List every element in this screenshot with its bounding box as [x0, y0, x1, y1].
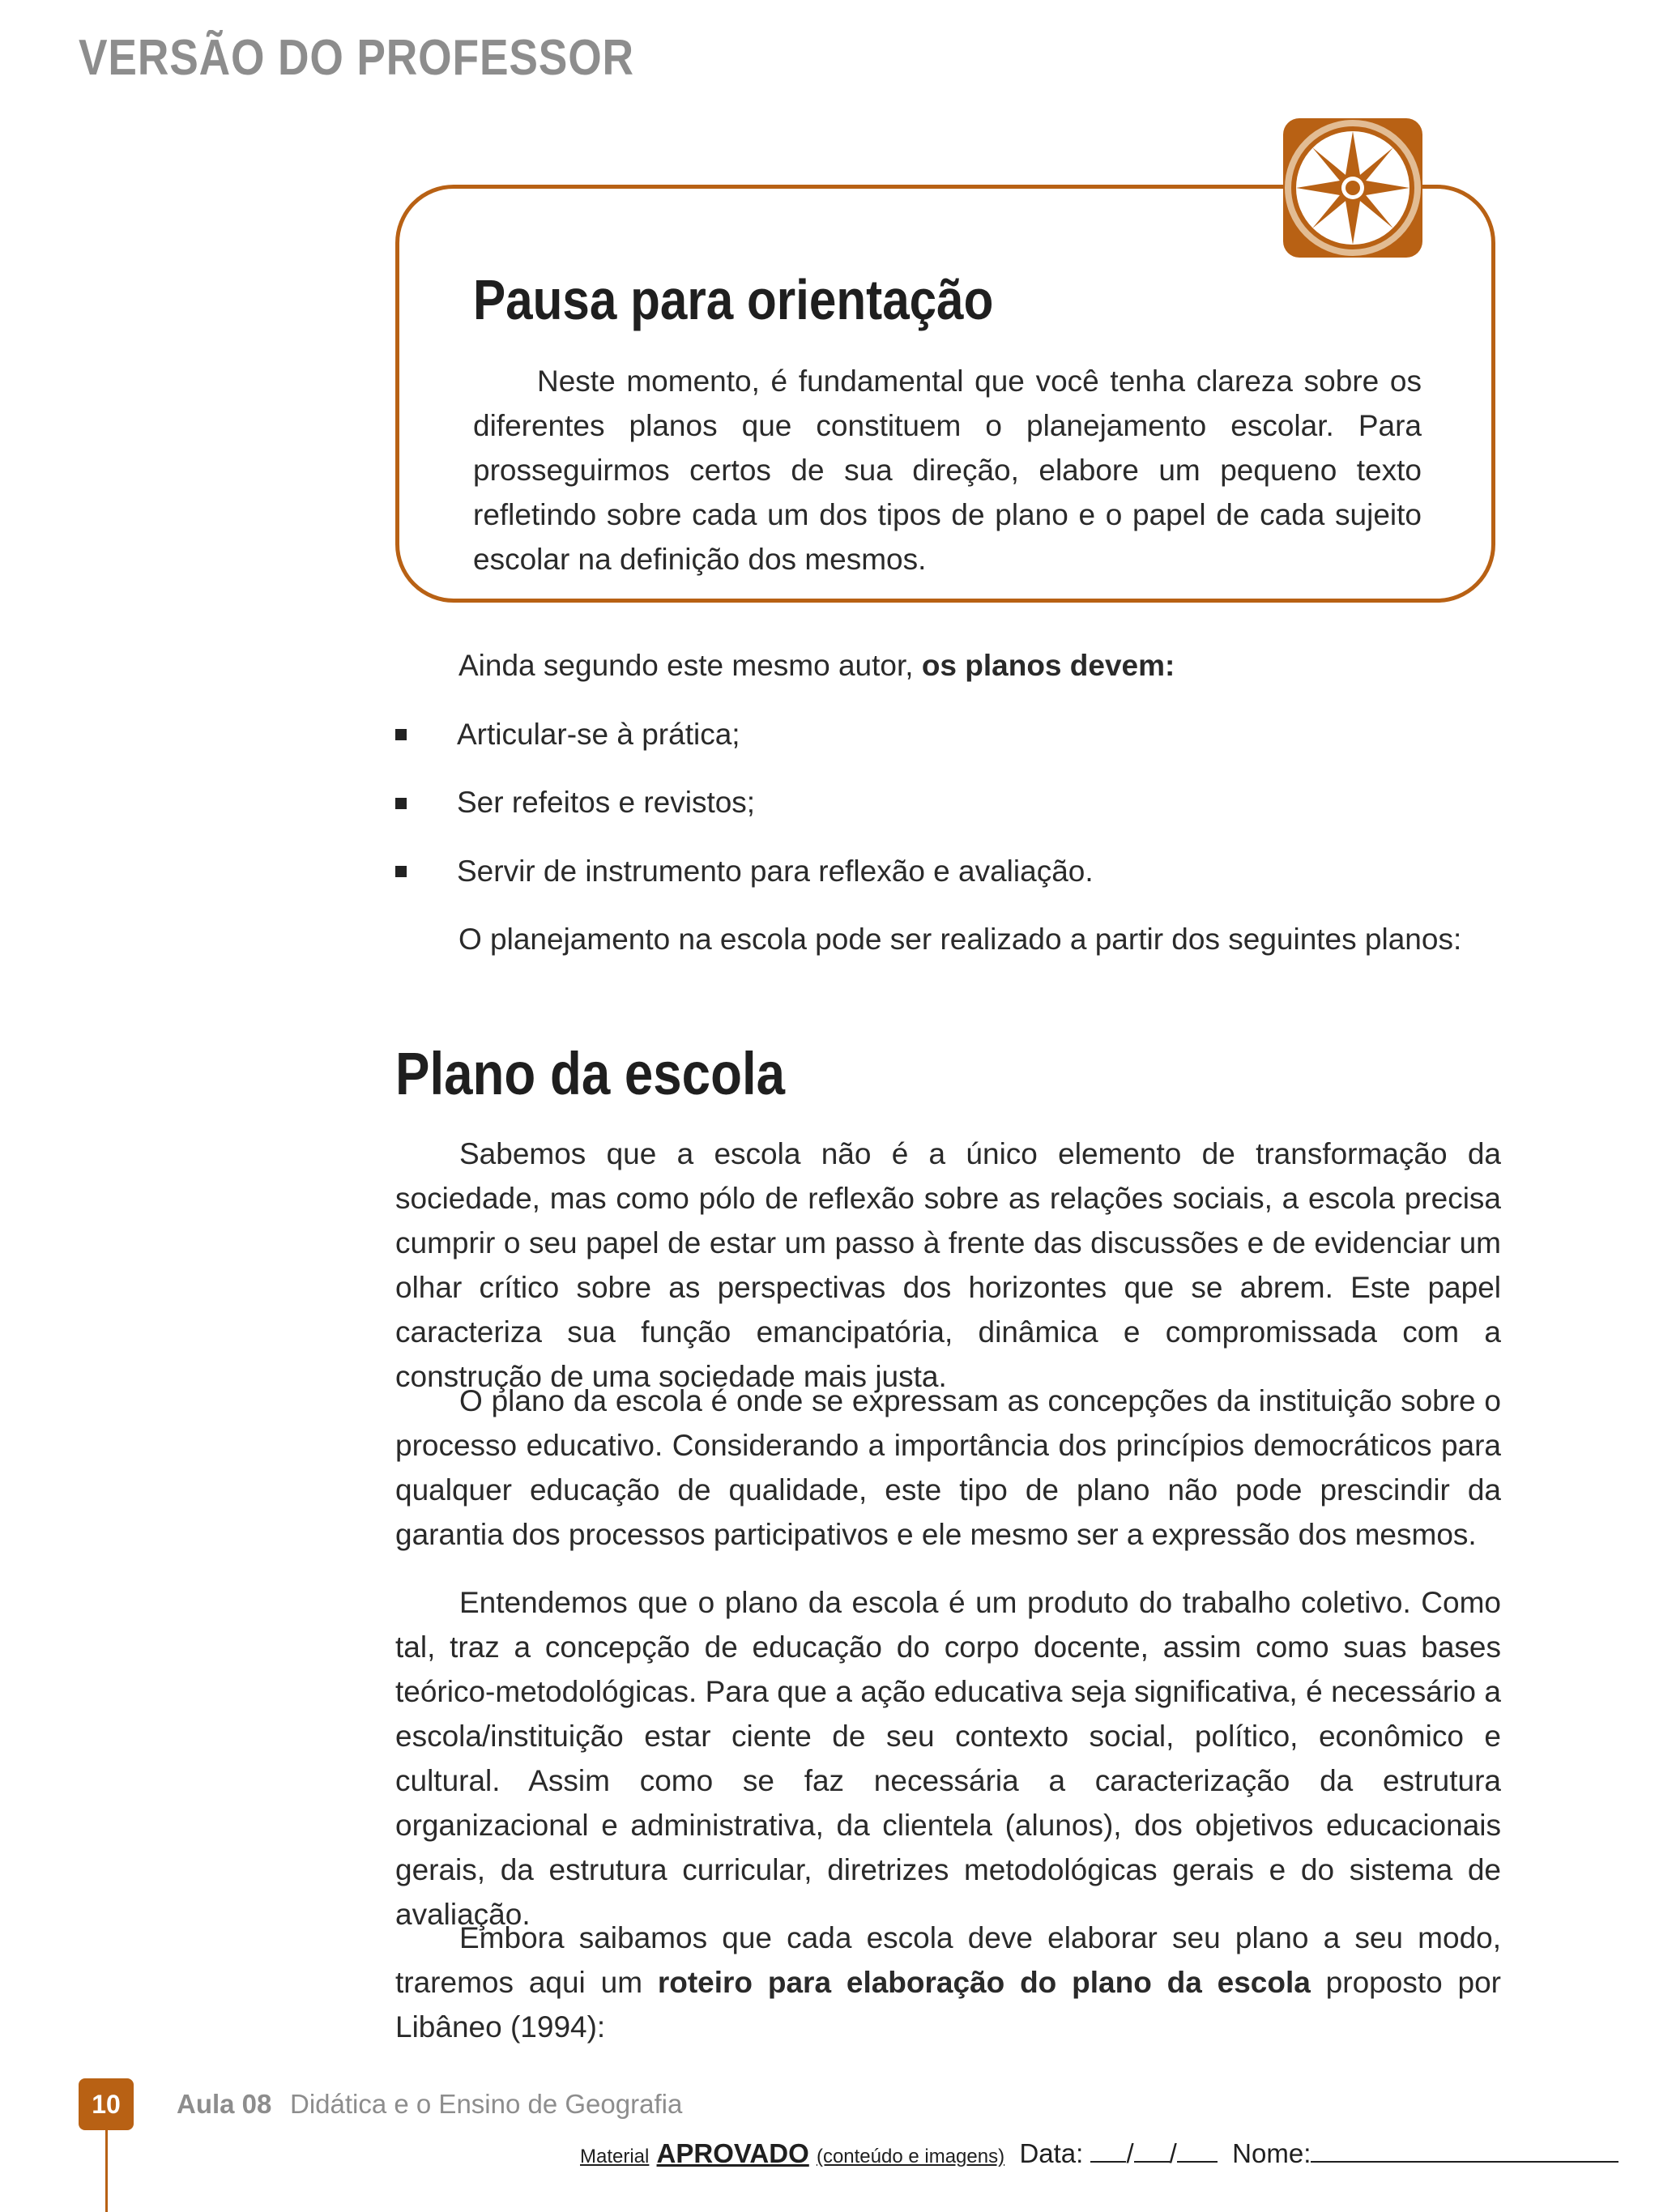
paragraph-text: Embora saibamos que cada escola deve elaborar seu plano a seu modo, traremos aqui um: [395, 1921, 1501, 1999]
date-label: Data:: [1019, 2138, 1084, 2168]
orientation-text: Neste momento, é fundamental que você tenha clareza sobre os diferentes planos que constituem o planejamento escolar. Para prosseguirmos certos de sua direção, elabore um pequeno texto refletindo sobre cada um dos tipos de plano e o papel de cada sujeito escolar na definição dos mesmos.: [473, 364, 1422, 576]
date-year-field[interactable]: [1177, 2140, 1218, 2163]
list-item: Servir de instrumento para reflexão e avaliação.: [457, 855, 1094, 888]
approval-prefix: Material: [580, 2146, 650, 2167]
paragraph-text: proposto por Libâneo (1994):: [395, 1966, 1501, 2044]
intro-line: [458, 643, 1175, 688]
version-label: VERSÃO DO PROFESSOR: [79, 30, 634, 86]
bullet-marker: [395, 729, 407, 740]
compass-rose-icon: [1283, 118, 1422, 258]
footer-aula: Aula 08: [177, 2089, 272, 2119]
footer-rule: [105, 2130, 108, 2212]
date-day-field[interactable]: [1090, 2140, 1126, 2163]
paragraph: Entendemos que o plano da escola é um produto do trabalho coletivo. Como tal, traz a concepção de educação do corpo docente, assim como suas bases teórico-metodológicas. Para que a ação educativa seja significativa, é necessário a escola/instituição estar ciente de seu contexto social, político, econômico e cultural. Assim como se faz necessária a caracterização da estrutura organizacional e administrativa, da clientela (alunos), dos objetivos educacionais gerais, da estrutura curricular, diretrizes metodológicas gerais e do sistema de avaliação.: [395, 1586, 1501, 1931]
paragraph-bold: roteiro para elaboração do plano da escola: [657, 1966, 1311, 1999]
name-label: Nome:: [1232, 2138, 1311, 2168]
page-number: 10: [79, 2078, 134, 2130]
paragraph: Sabemos que a escola não é a único elemento de transformação da sociedade, mas como pólo de reflexão sobre as relações sociais, a escola precisa cumprir o seu papel de estar um passo à frente das discussões e de evidenciar um olhar crítico sobre as perspectivas dos horizontes que se abrem. Este papel caracteriza sua função emancipatória, dinâmica e compromissada com a construção de uma sociedade mais justa.: [395, 1137, 1501, 1393]
bullet-marker: [395, 798, 407, 809]
footer-course: Didática e o Ensino de Geografia: [290, 2089, 683, 2119]
paragraph: O plano da escola é onde se expressam as concepções da instituição sobre o processo educativo. Considerando a importância dos princípios democráticos para qualquer educação de qualidade, este tipo de plano não pode prescindir da garantia dos processos participativos e ele mesmo ser a expressão dos mesmos.: [395, 1384, 1501, 1551]
section-title: Plano da escola: [395, 1040, 786, 1107]
intro-text: Ainda segundo este mesmo autor,: [458, 649, 922, 682]
approval-suffix: (conteúdo e imagens): [816, 2146, 1005, 2167]
approval-main: APROVADO: [656, 2138, 809, 2168]
date-month-field[interactable]: [1134, 2140, 1170, 2163]
approval-stamp: Material APROVADO (conteúdo e imagens) Data: / / Nome:: [580, 2138, 1618, 2169]
bullet-marker: [395, 866, 407, 877]
paragraph-last: [395, 1916, 1501, 2049]
list-item: Ser refeitos e revistos;: [457, 786, 756, 819]
planning-line: O planejamento na escola pode ser realizado a partir dos seguintes planos:: [458, 923, 1462, 956]
intro-bold: os planos devem:: [921, 649, 1175, 682]
name-field[interactable]: [1311, 2140, 1618, 2163]
list-item: Articular-se à prática;: [457, 718, 740, 751]
orientation-title: Pausa para orientação: [473, 268, 994, 331]
